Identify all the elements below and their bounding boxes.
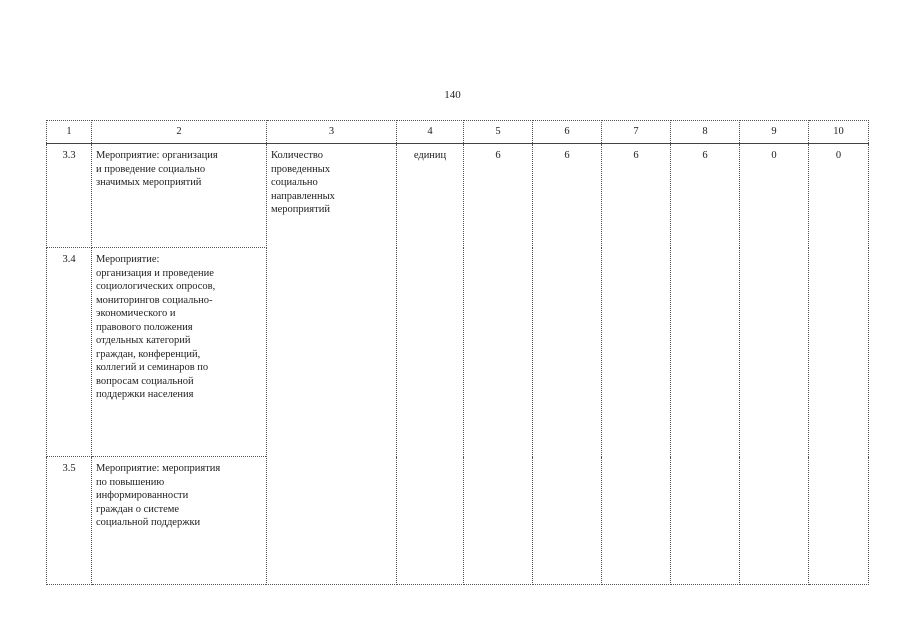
page-number: 140	[444, 89, 461, 101]
header-cell: 5	[464, 121, 533, 144]
header-cell: 6	[533, 121, 602, 144]
header-cell: 7	[602, 121, 671, 144]
indicator-name-cell	[267, 144, 397, 585]
activity-text: Мероприятие: организация и проведение социологических опросов, мониторингов социально- экономического и правового положения отдельных категорий граждан, конференций, коллегий и семинаров по вопросам социальной поддержки населения	[96, 254, 216, 400]
header-cell: 2	[92, 121, 267, 144]
activity-cell	[92, 144, 267, 248]
header-cell: 3	[267, 121, 397, 144]
value-cell: 6	[671, 144, 740, 585]
activity-cell	[92, 248, 267, 457]
header-cell: 1	[47, 121, 92, 144]
table-header-row	[47, 121, 869, 144]
header-cell: 4	[397, 121, 464, 144]
activity-text: Мероприятие: мероприятия по повышению информированности граждан о системе социальной поддержки	[96, 463, 221, 528]
activity-cell	[92, 457, 267, 585]
value-cell: 6	[533, 144, 602, 585]
unit-cell: единиц	[397, 144, 464, 585]
row-number-cell: 3.3	[47, 144, 92, 248]
row-number-cell: 3.5	[47, 457, 92, 585]
header-cell: 10	[809, 121, 869, 144]
activity-text: Мероприятие: организация и проведение социально значимых мероприятий	[96, 150, 218, 188]
value-cell: 0	[740, 144, 809, 585]
header-cell: 8	[671, 121, 740, 144]
indicator-name-text: Количество проведенных социально направленных мероприятий	[271, 150, 335, 215]
table-row	[47, 144, 869, 248]
row-number-cell: 3.4	[47, 248, 92, 457]
header-cell: 9	[740, 121, 809, 144]
value-cell: 6	[464, 144, 533, 585]
value-cell: 6	[602, 144, 671, 585]
value-cell: 0	[809, 144, 869, 585]
data-table	[46, 120, 869, 585]
